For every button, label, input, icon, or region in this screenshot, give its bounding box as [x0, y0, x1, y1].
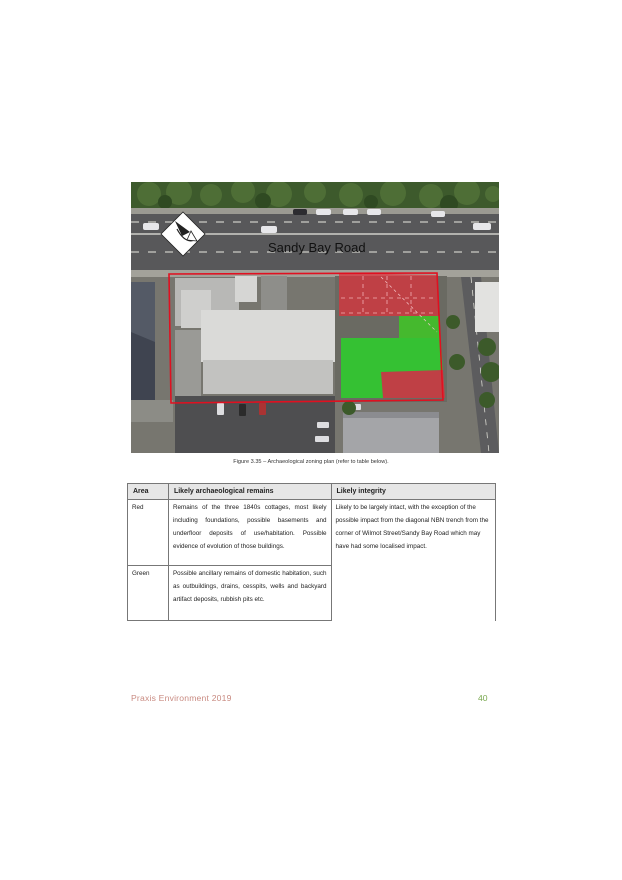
table-row — [128, 500, 496, 566]
figure-caption: Figure 3.35 – Archaeological zoning plan (refer to table below). — [233, 459, 389, 465]
area-cell: Green — [128, 566, 169, 621]
column-header: Area — [128, 484, 169, 500]
integrity-cell: Likely to be largely intact, with the exception of the possible impact from the diagonal NBN trench from the corner of Wilmot Street/Sandy Bay Road which may have had some localised impact. — [331, 500, 496, 621]
remains-cell: Possible ancillary remains of domestic habitation, such as outbuildings, drains, cesspits, wells and backyard artifact deposits, rubbish pits etc. — [168, 566, 331, 621]
area-cell: Red — [128, 500, 169, 566]
footer-source: Praxis Environment 2019 — [131, 693, 232, 703]
page-number: 40 — [478, 693, 488, 703]
column-header: Likely archaeological remains — [168, 484, 331, 500]
column-header: Likely integrity — [331, 484, 496, 500]
aerial-zoning-map — [131, 182, 499, 453]
road-label: Sandy Bay Road — [268, 240, 366, 255]
zoning-table — [127, 483, 496, 621]
remains-cell: Remains of the three 1840s cottages, most likely including foundations, possible basements and underfloor deposits of use/habitation. Possible evidence of evolution of those buildings. — [168, 500, 331, 566]
table-header-row — [128, 484, 496, 500]
